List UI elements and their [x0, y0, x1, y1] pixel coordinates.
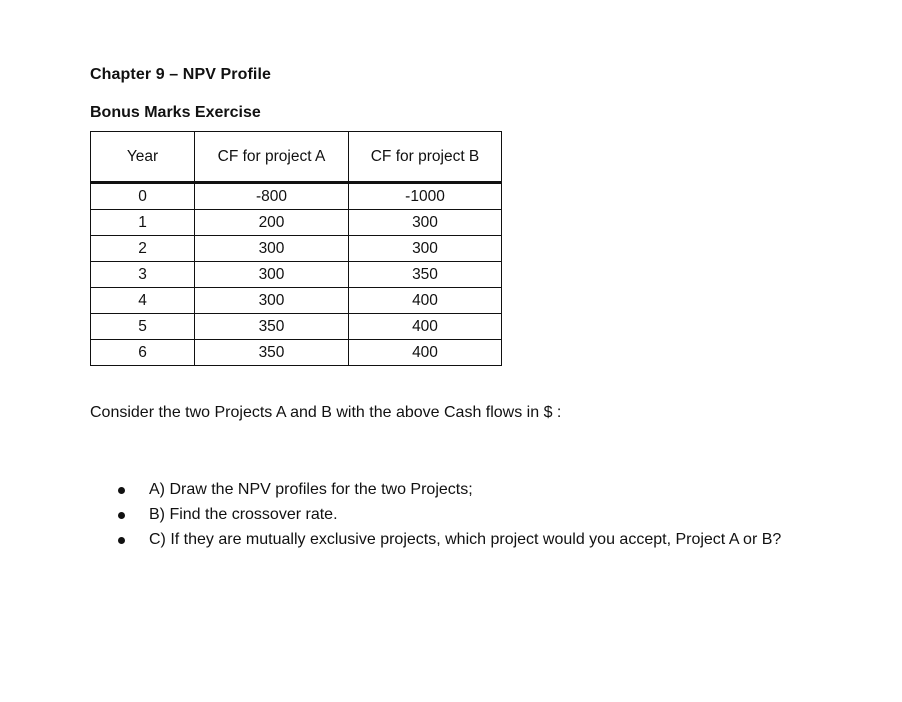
table-row: [91, 236, 502, 262]
cell-cf-b: 400: [349, 288, 502, 314]
question-a: A) Draw the NPV profiles for the two Projects;: [149, 481, 473, 498]
section-title: Bonus Marks Exercise: [90, 104, 261, 121]
cell-cf-a: 300: [195, 236, 349, 262]
table-row: [91, 288, 502, 314]
cell-cf-a: 200: [195, 210, 349, 236]
cell-cf-a: 350: [195, 314, 349, 340]
table-row: [91, 340, 502, 366]
cell-year: 5: [91, 314, 195, 340]
cell-cf-a: 350: [195, 340, 349, 366]
cell-cf-a: 300: [195, 288, 349, 314]
cell-year: 2: [91, 236, 195, 262]
cell-year: 6: [91, 340, 195, 366]
cash-flow-table: [90, 131, 502, 366]
cell-cf-a: -800: [195, 183, 349, 210]
header-cf-project-a: CF for project A: [195, 132, 349, 183]
cell-year: 3: [91, 262, 195, 288]
question-c: C) If they are mutually exclusive projects, which project would you accept, Project A or B?: [149, 531, 782, 548]
cell-cf-a: 300: [195, 262, 349, 288]
table-row: [91, 210, 502, 236]
list-item: [118, 505, 781, 530]
table-row: [91, 314, 502, 340]
list-item: [118, 480, 781, 505]
cell-cf-b: 300: [349, 210, 502, 236]
cell-cf-b: 350: [349, 262, 502, 288]
bullet-icon: [118, 487, 125, 494]
table-header-row: [91, 132, 502, 183]
cell-cf-b: -1000: [349, 183, 502, 210]
cell-cf-b: 300: [349, 236, 502, 262]
cell-cf-b: 400: [349, 340, 502, 366]
header-year: Year: [91, 132, 195, 183]
question-list: [118, 480, 781, 555]
cell-year: 1: [91, 210, 195, 236]
cell-cf-b: 400: [349, 314, 502, 340]
cell-year: 4: [91, 288, 195, 314]
intro-paragraph: Consider the two Projects A and B with the above Cash flows in $ :: [90, 404, 562, 421]
header-cf-project-b: CF for project B: [349, 132, 502, 183]
chapter-title: Chapter 9 – NPV Profile: [90, 66, 272, 83]
bullet-icon: [118, 512, 125, 519]
list-item: [118, 530, 781, 555]
bullet-icon: [118, 537, 125, 544]
table-row: [91, 183, 502, 210]
cell-year: 0: [91, 183, 195, 210]
table-row: [91, 262, 502, 288]
question-b: B) Find the crossover rate.: [149, 506, 338, 523]
